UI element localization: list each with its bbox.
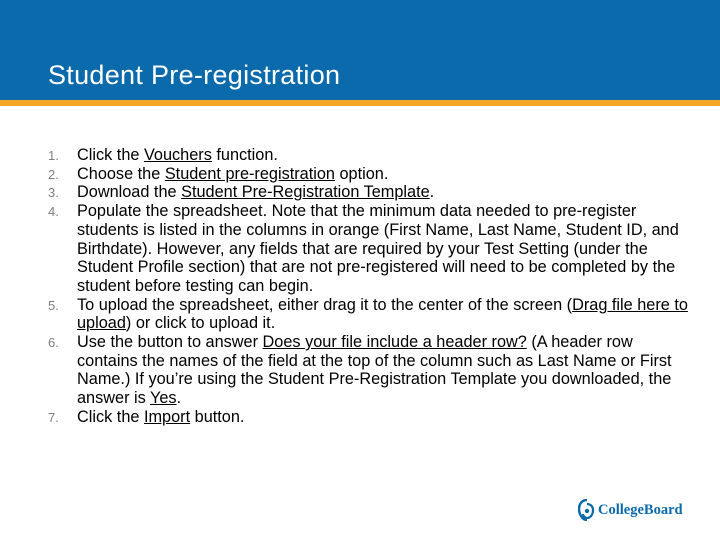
list-item <box>48 296 688 333</box>
logo-text: CollegeBoard <box>598 501 683 518</box>
list-item <box>48 146 688 165</box>
step-number: 6. <box>48 335 59 351</box>
step-number: 1. <box>48 148 59 163</box>
step-number: 2. <box>48 166 59 182</box>
page-title: Student Pre-registration <box>48 60 341 90</box>
acorn-icon <box>578 499 596 521</box>
step-number: 4. <box>48 204 59 220</box>
ui-term: Import <box>143 407 191 426</box>
list-item <box>48 333 688 408</box>
list-item <box>48 165 688 184</box>
collegeboard-logo <box>578 496 698 524</box>
step-number: 5. <box>48 297 59 313</box>
header-stripe <box>0 100 720 106</box>
list-item <box>48 202 688 296</box>
ui-term: Does your file include a header row? <box>262 333 527 352</box>
step-number: 7. <box>48 409 59 425</box>
step-text: . <box>176 389 182 408</box>
step-text: To upload the spreadsheet, either drag it to the center of the screen ( <box>77 295 573 314</box>
step-text: function. <box>211 146 278 164</box>
step-text: Download the <box>77 183 182 202</box>
step-text: . <box>429 183 435 202</box>
step-text: Use the button to answer <box>77 333 263 352</box>
ui-term: Drag file here to upload <box>77 295 688 333</box>
step-number: 3. <box>48 185 59 201</box>
step-text: Choose the <box>77 164 165 183</box>
step-text: (A header row contains the names of the field at the top of the column such as Last Name or First Name.) If you’re using the Student Pre-Registration Template you downloaded, the answer is <box>77 333 672 408</box>
title-bar <box>0 0 720 100</box>
step-text: ) or click to upload it. <box>125 314 276 333</box>
step-text: option. <box>334 164 389 183</box>
list-item <box>48 408 688 427</box>
step-text: Populate the spreadsheet. Note that the minimum data needed to pre-register students is listed in the columns in orange (First Name, Last Name, Student ID, and Birthdate). However, any fields that are required by your Test Setting (under the Student Profile section) that are not pre-registered will need to be completed by the student before testing can begin. <box>77 202 679 295</box>
ui-term: Vouchers <box>143 146 212 164</box>
step-text: button. <box>190 407 245 426</box>
ui-term: Yes <box>150 389 177 408</box>
step-text: Click the <box>77 146 144 164</box>
steps-list <box>48 146 688 427</box>
step-text: Click the <box>77 407 144 426</box>
ui-term: Student pre-registration <box>164 164 335 183</box>
list-item <box>48 183 688 202</box>
ui-term: Student Pre-Registration Template <box>181 183 430 202</box>
